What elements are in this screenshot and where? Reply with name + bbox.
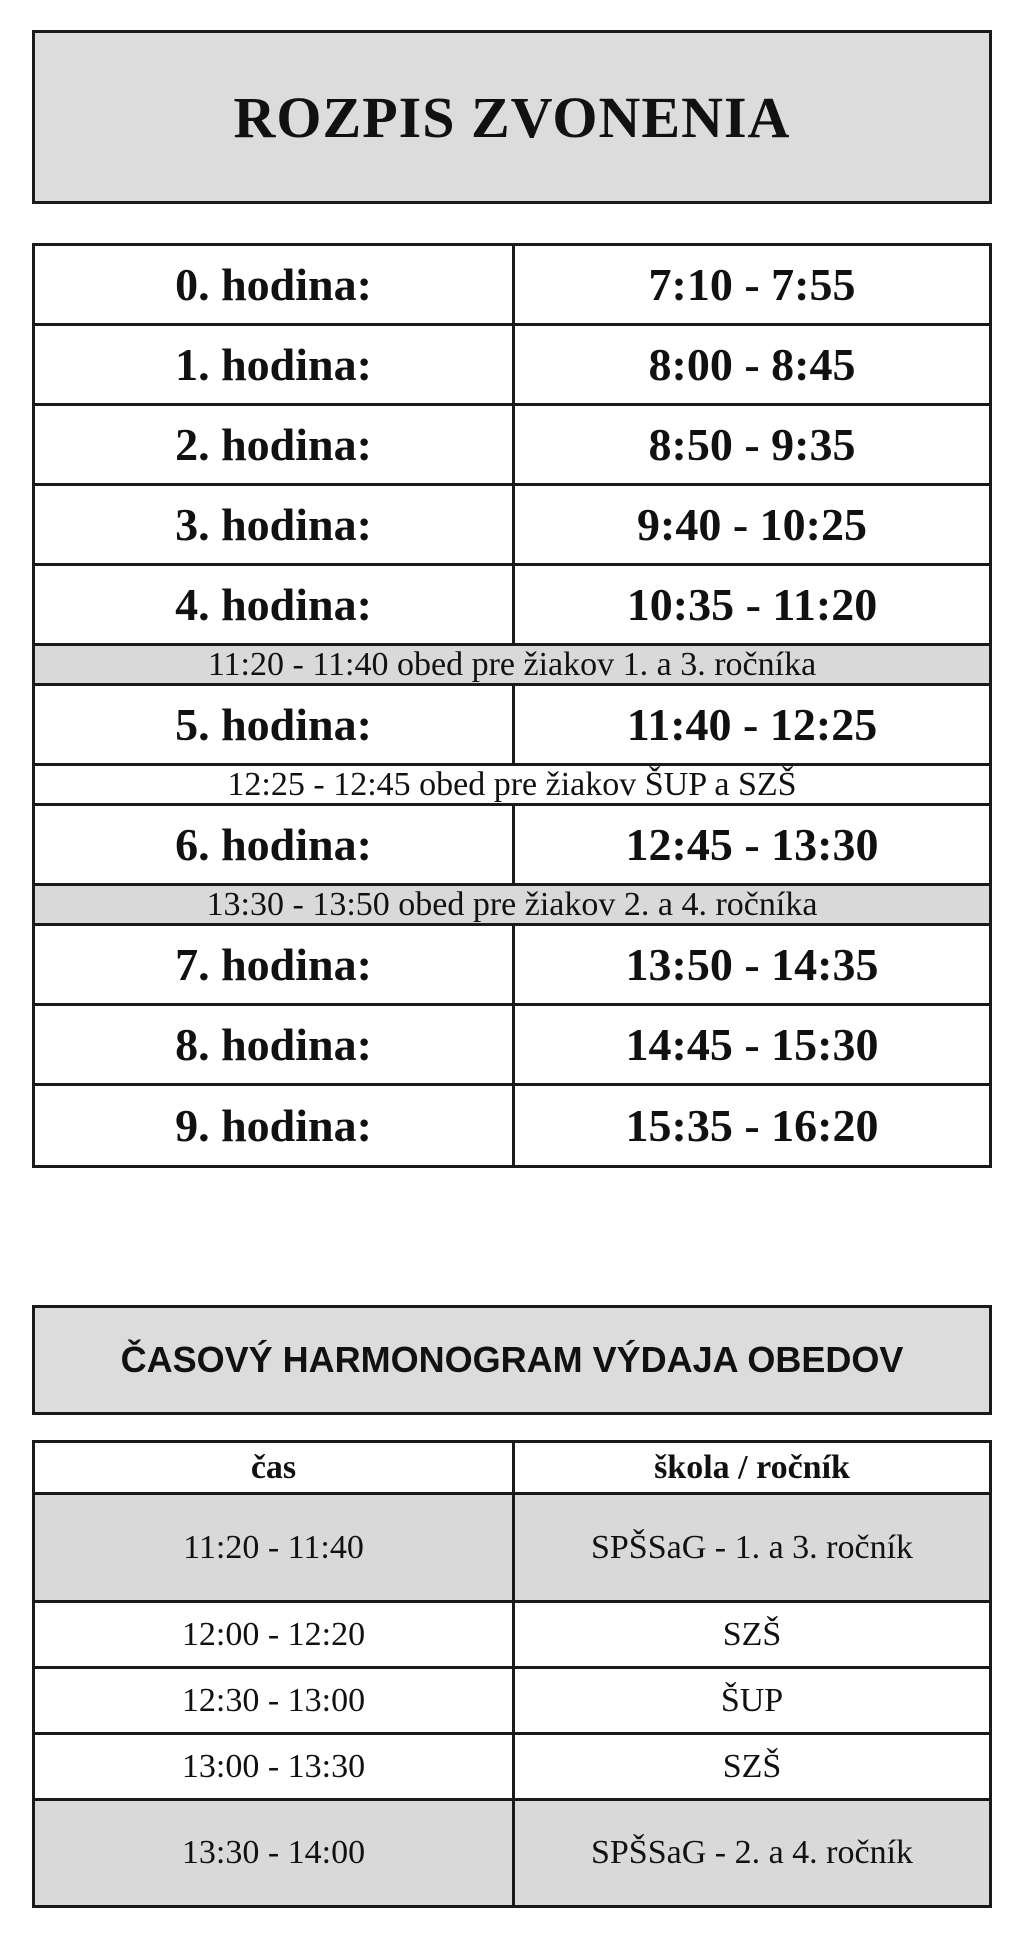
lesson-time: 14:45 - 15:30 [625, 1019, 879, 1070]
lesson-label: 6. hodina: [35, 806, 515, 883]
schedule-row [35, 246, 989, 326]
schedule-row [35, 326, 989, 406]
lunch-header-row [35, 1443, 989, 1495]
schedule-row [35, 686, 989, 766]
lesson-label: 2. hodina: [35, 406, 515, 483]
lesson-time: 11:40 - 12:25 [626, 699, 878, 750]
lunch-school: SZŠ [722, 1615, 782, 1653]
schedule-row [35, 486, 989, 566]
lunch-row [35, 1495, 989, 1603]
lesson-time: 10:35 - 11:20 [626, 579, 878, 630]
lunch-time: 12:30 - 13:00 [35, 1669, 515, 1732]
schedule-row [35, 1086, 989, 1165]
title-box [32, 30, 992, 204]
lunch-time: 13:00 - 13:30 [35, 1735, 515, 1798]
schedule-row [35, 926, 989, 1006]
lunch-school: SPŠSaG - 2. a 4. ročník [590, 1834, 914, 1871]
lesson-label: 5. hodina: [35, 686, 515, 763]
lesson-time: 7:10 - 7:55 [648, 259, 856, 310]
lesson-label: 3. hodina: [35, 486, 515, 563]
lesson-time: 12:45 - 13:30 [625, 819, 879, 870]
lunch-row [35, 1801, 989, 1905]
schedule-row [35, 406, 989, 486]
lunch-row [35, 1669, 989, 1735]
lesson-time: 9:40 - 10:25 [637, 499, 867, 550]
schedule-row [35, 806, 989, 886]
lunch-title-box [32, 1305, 992, 1415]
lunch-time: 13:30 - 14:00 [35, 1801, 515, 1905]
lesson-label: 8. hodina: [35, 1006, 515, 1083]
lunch-break-band: 12:25 - 12:45 obed pre žiakov ŠUP a SZŠ [35, 766, 989, 806]
bell-schedule-table [32, 243, 992, 1168]
lesson-time: 13:50 - 14:35 [625, 939, 879, 990]
lesson-label: 9. hodina: [35, 1086, 515, 1165]
lunch-school: SZŠ [722, 1747, 782, 1785]
header-school: škola / ročník [654, 1448, 850, 1486]
lunch-row [35, 1735, 989, 1801]
lunch-time: 12:00 - 12:20 [35, 1603, 515, 1666]
lesson-time: 8:50 - 9:35 [648, 419, 856, 470]
lunch-time: 11:20 - 11:40 [35, 1495, 515, 1600]
lesson-label: 7. hodina: [35, 926, 515, 1003]
lesson-time: 15:35 - 16:20 [625, 1100, 879, 1151]
lesson-label: 4. hodina: [35, 566, 515, 643]
lunch-row [35, 1603, 989, 1669]
schedule-row [35, 566, 989, 646]
lesson-label: 0. hodina: [35, 246, 515, 323]
lunch-break-band: 13:30 - 13:50 obed pre žiakov 2. a 4. ročníka [35, 886, 989, 926]
lunch-title: ČASOVÝ HARMONOGRAM VÝDAJA OBEDOV [120, 1339, 904, 1380]
schedule-row [35, 1006, 989, 1086]
header-time: čas [35, 1443, 515, 1492]
lunch-schedule-table [32, 1440, 992, 1908]
lunch-school: SPŠSaG - 1. a 3. ročník [590, 1528, 914, 1566]
lunch-school: ŠUP [720, 1681, 784, 1719]
lesson-time: 8:00 - 8:45 [648, 339, 856, 390]
lesson-label: 1. hodina: [35, 326, 515, 403]
page-title: ROZPIS ZVONENIA [233, 84, 791, 150]
lunch-break-band: 11:20 - 11:40 obed pre žiakov 1. a 3. ročníka [35, 646, 989, 686]
